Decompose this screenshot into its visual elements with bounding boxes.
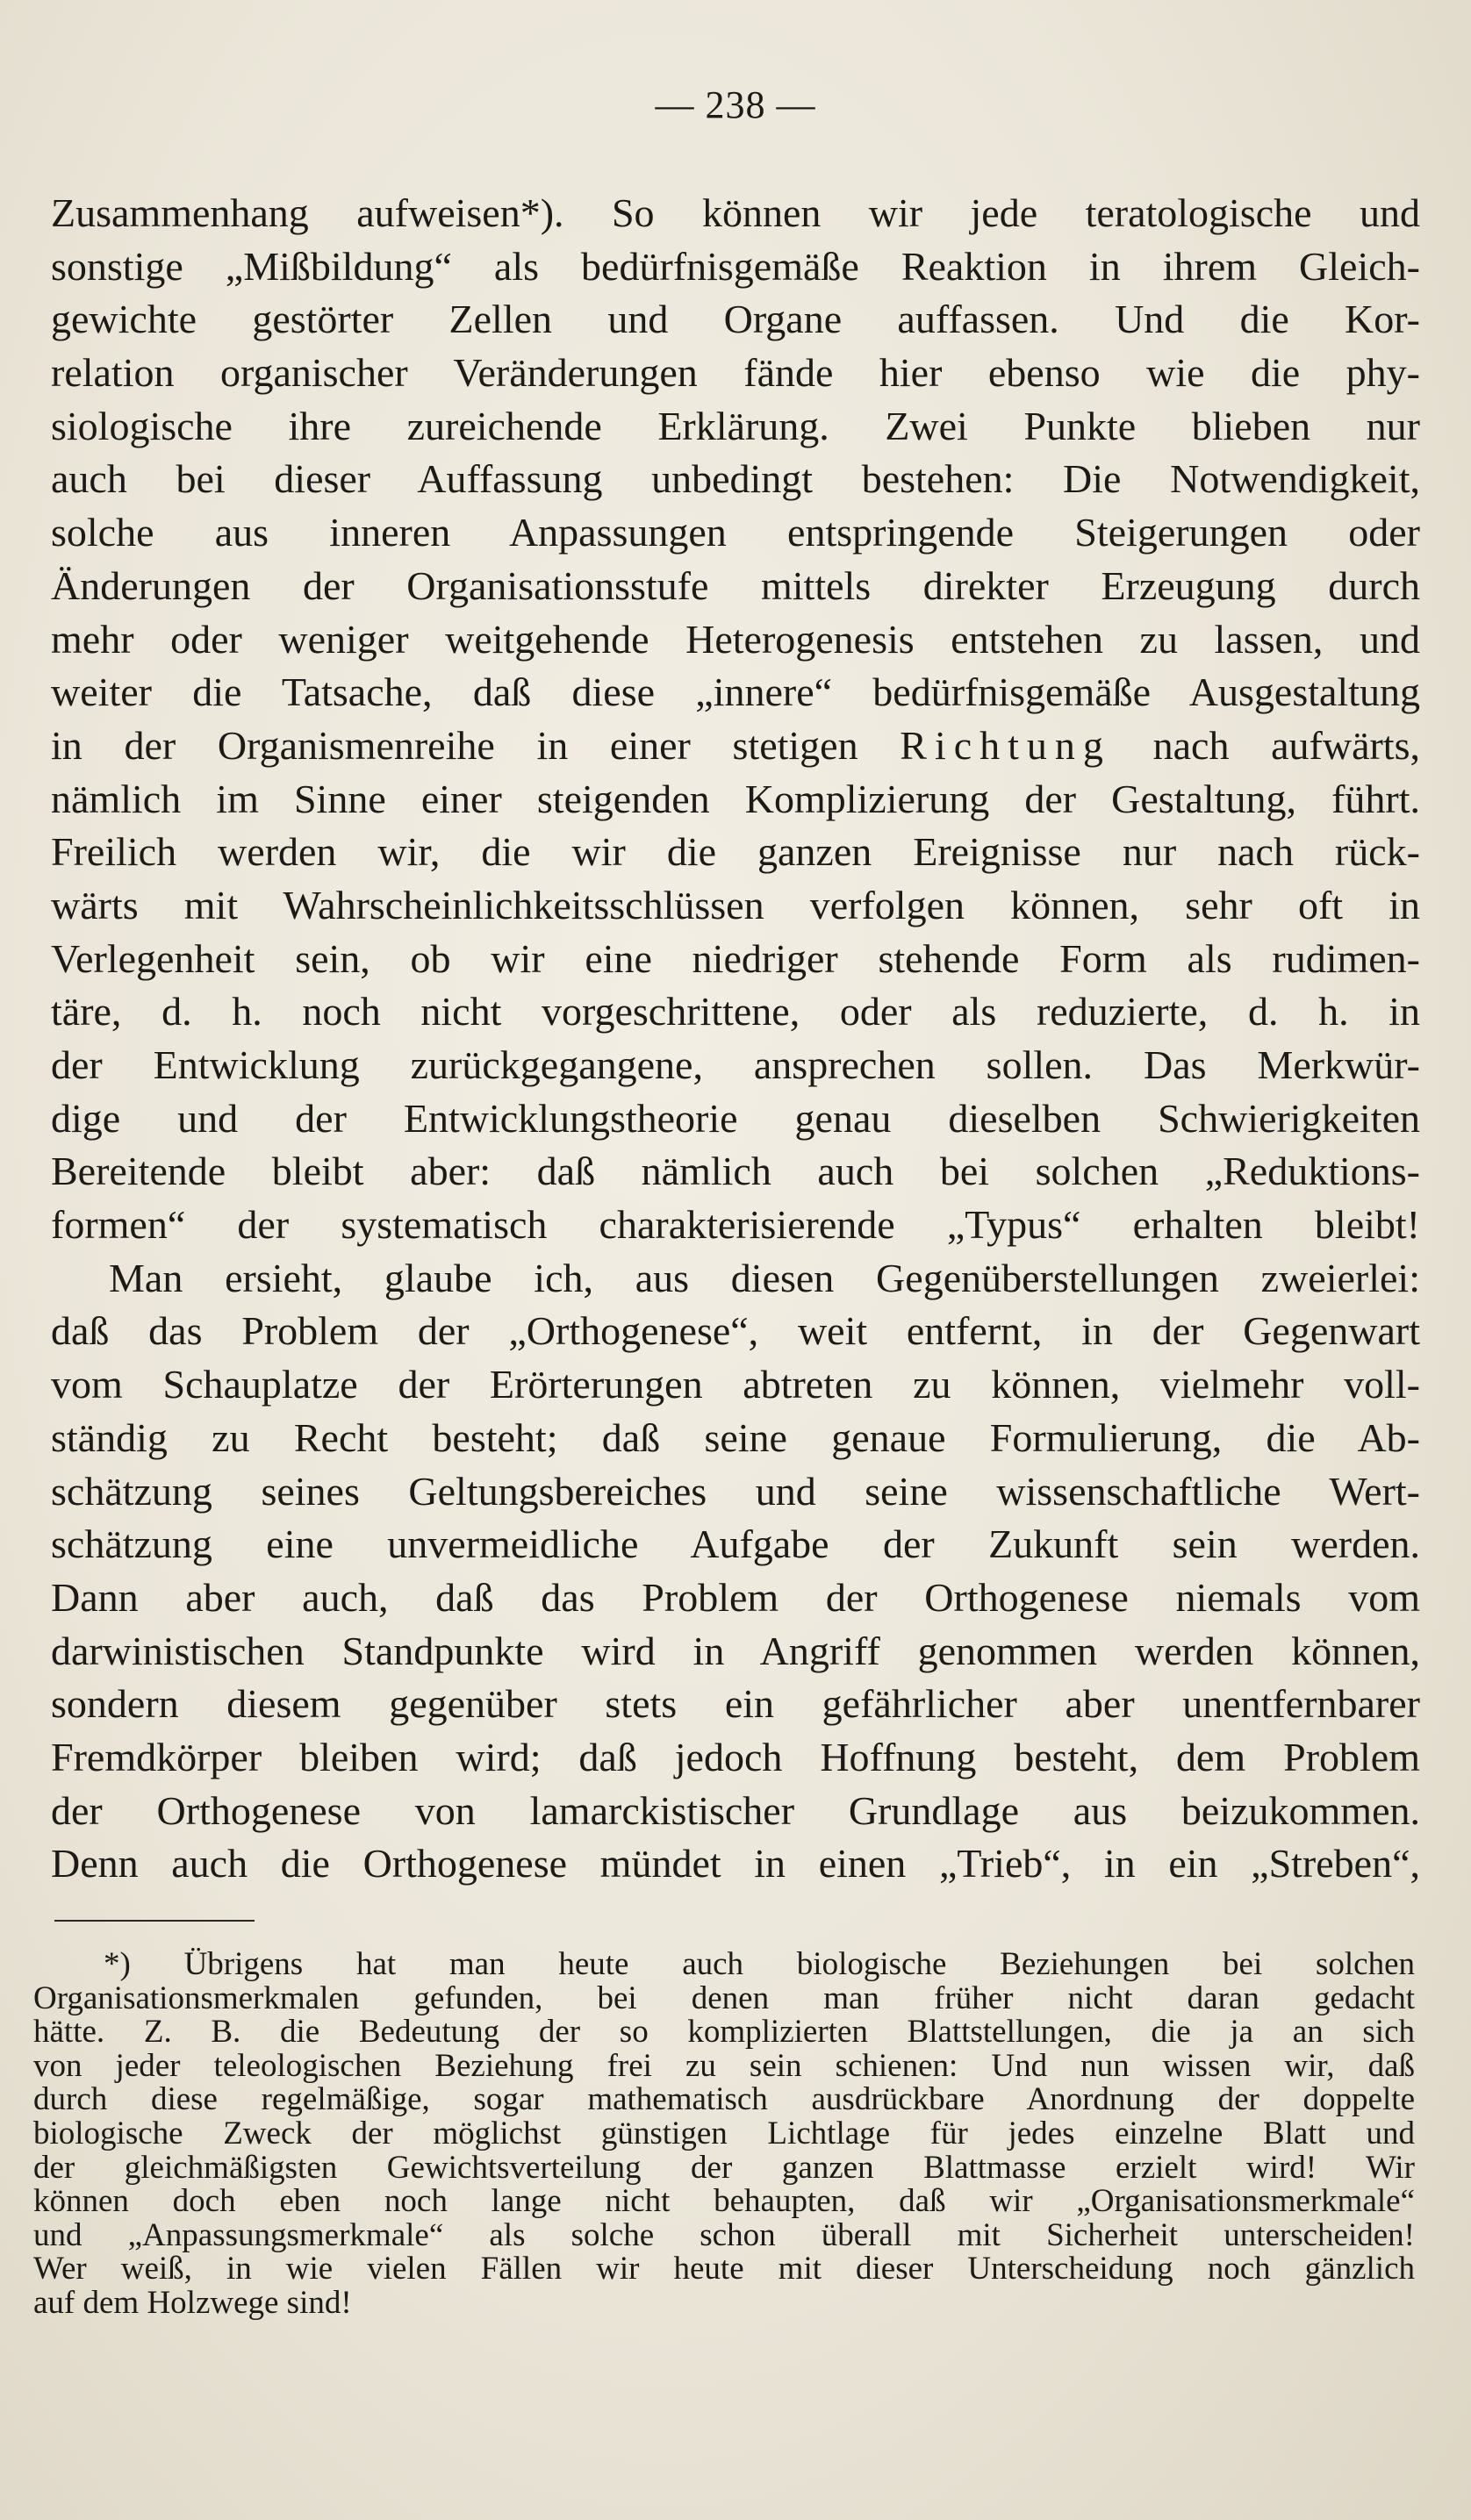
text-line: formen“ der systematisch charakterisierende „Typus“ erhalten bleibt! <box>51 1202 1420 1248</box>
footnote-line: auf dem Holzwege sind! <box>33 2286 352 2321</box>
text-line: Denn auch die Orthogenese mündet in einen „Trieb“, in ein „Streben“, <box>51 1841 1420 1886</box>
text-line: sondern diesem gegenüber stets ein gefährlicher aber unentfernbarer <box>51 1681 1420 1727</box>
footnote-line: der gleichmäßigsten Gewichtsverteilung der ganzen Blattmasse erzielt wird! Wir <box>33 2151 1415 2186</box>
footnote <box>33 1948 1415 2321</box>
text-line: mehr oder weniger weitgehende Heterogenesis entstehen zu lassen, und <box>51 616 1420 662</box>
text-line: darwinistischen Standpunkte wird in Angriff genommen werden können, <box>51 1628 1420 1673</box>
footnote-line: können doch eben noch lange nicht behaupten, daß wir „Organisationsmerkmale“ <box>33 2185 1415 2219</box>
text-line: nämlich im Sinne einer steigenden Komplizierung der Gestaltung, führt. <box>51 776 1420 821</box>
body-text <box>51 187 1420 1891</box>
text-line: solche aus inneren Anpassungen entspringende Steigerungen oder <box>51 510 1420 555</box>
text-line: gewichte gestörter Zellen und Organe auffassen. Und die Kor- <box>51 297 1420 342</box>
text-line: ständig zu Recht besteht; daß seine genaue Formulierung, die Ab- <box>51 1414 1420 1460</box>
text-line: vom Schauplatze der Erörterungen abtreten zu können, vielmehr voll- <box>51 1362 1420 1407</box>
footnote-line: Organisationsmerkmalen gefunden, bei denen man früher nicht daran gedacht <box>33 1981 1415 2016</box>
footnote-line: Wer weiß, in wie vielen Fällen wir heute mit dieser Unterscheidung noch gänzlich <box>33 2252 1415 2287</box>
text-line: daß das Problem der „Orthogenese“, weit entfernt, in der Gegenwart <box>51 1308 1420 1354</box>
text-line: Man ersieht, glaube ich, aus diesen Gegenüberstellungen zweierlei: <box>109 1255 1420 1300</box>
footnote-line: und „Anpassungsmerkmale“ als solche schon überall mit Sicherheit unterscheiden! <box>33 2218 1415 2253</box>
text-line: Bereitende bleibt aber: daß nämlich auch bei solchen „Reduktions- <box>51 1149 1420 1194</box>
footnote-line: von jeder teleologischen Beziehung frei zu sein schienen: Und nun wissen wir, daß <box>33 2049 1415 2084</box>
text-segment: nach aufwärts, <box>1110 722 1420 768</box>
text-line: der Entwicklung zurückgegangene, ansprechen sollen. Das Merkwür- <box>51 1042 1420 1087</box>
text-line: täre, d. h. noch nicht vorgeschrittene, oder als reduzierte, d. h. in <box>51 989 1420 1034</box>
text-line: schätzung eine unvermeidliche Aufgabe der Zukunft sein werden. <box>51 1521 1420 1567</box>
text-line: dige und der Entwicklungstheorie genau dieselben Schwierigkeiten <box>51 1095 1420 1141</box>
text-segment: in der Organismenreihe in einer stetigen <box>51 722 901 768</box>
footnote-line: durch diese regelmäßige, sogar mathematisch ausdrückbare Anordnung der doppelte <box>33 2083 1415 2117</box>
text-line: siologische ihre zureichende Erklärung. Zwei Punkte blieben nur <box>51 403 1420 448</box>
text-line: sonstige „Mißbildung“ als bedürfnisgemäße Reaktion in ihrem Gleich- <box>51 243 1420 289</box>
page-number: — 238 — <box>655 83 816 126</box>
text-line: Fremdkörper bleiben wird; daß jedoch Hoffnung besteht, dem Problem <box>51 1734 1420 1779</box>
footnote-line: *) Übrigens hat man heute auch biologische Beziehungen bei solchen <box>104 1948 1415 1982</box>
text-line: der Orthogenese von lamarckistischer Grundlage aus beizukommen. <box>51 1787 1420 1833</box>
text-line: schätzung seines Geltungsbereiches und seine wissenschaftliche Wert- <box>51 1468 1420 1514</box>
text-line: wärts mit Wahrscheinlichkeitsschlüssen verfolgen können, sehr oft in <box>51 882 1420 927</box>
text-line <box>51 719 1420 773</box>
text-line: auch bei dieser Auffassung unbedingt bestehen: Die Notwendigkeit, <box>51 456 1420 502</box>
footnote-line: biologische Zweck der möglichst günstigen Lichtlage für jedes einzelne Blatt und <box>33 2116 1415 2151</box>
text-line: Dann aber auch, daß das Problem der Orthogenese niemals vom <box>51 1574 1420 1620</box>
text-line: relation organischer Veränderungen fände hier ebenso wie die phy- <box>51 350 1420 396</box>
text-line: Freilich werden wir, die wir die ganzen Ereignisse nur nach rück- <box>51 829 1420 875</box>
text-line: Zusammenhang aufweisen*). So können wir jede teratologische und <box>51 190 1420 235</box>
footnote-divider <box>54 1920 255 1922</box>
emphasized-word: Richtung <box>900 722 1111 768</box>
text-line: Verlegenheit sein, ob wir eine niedriger stehende Form als rudimen- <box>51 935 1420 981</box>
text-line: Änderungen der Organisationsstufe mittels direkter Erzeugung durch <box>51 562 1420 608</box>
footnote-line: hätte. Z. B. die Bedeutung der so komplizierten Blattstellungen, die ja an sich <box>33 2015 1415 2050</box>
text-line: weiter die Tatsache, daß diese „innere“ bedürfnisgemäße Ausgestaltung <box>51 669 1420 715</box>
